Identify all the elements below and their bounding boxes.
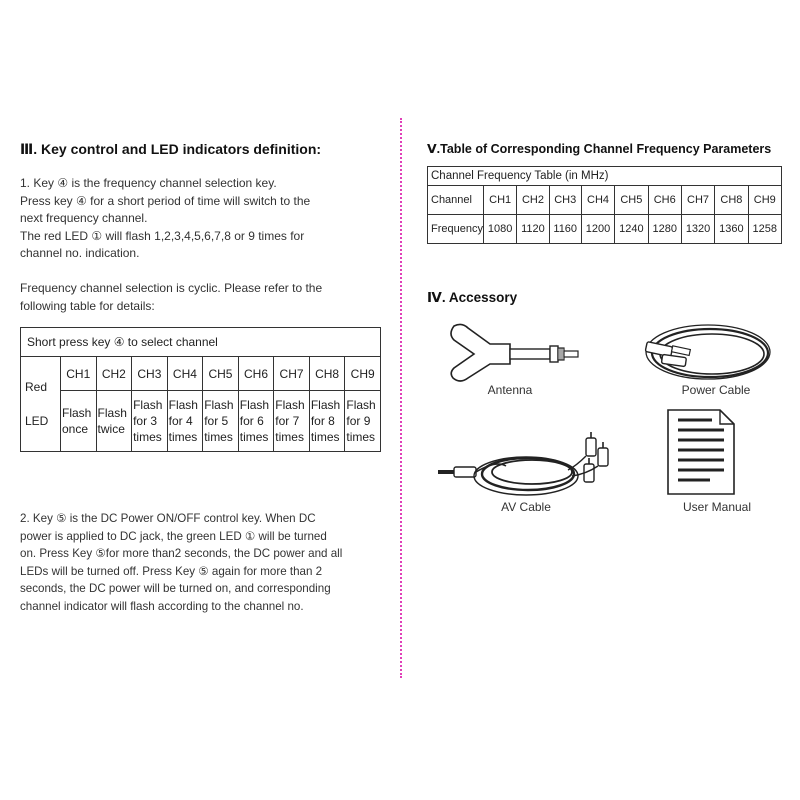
led-table — [20, 327, 381, 452]
text-line: following table for details: — [20, 298, 155, 313]
channel-cell: CH7 — [681, 186, 714, 215]
section4-heading: Ⅳ. Accessory — [427, 290, 518, 305]
flash-cell: Flash for 9 times — [345, 391, 381, 452]
flash-cell: Flash twice — [96, 391, 132, 452]
key4-paragraph — [20, 175, 310, 263]
flash-cell: Flash for 6 times — [238, 391, 274, 452]
text-line: channel no. indication. — [20, 246, 140, 260]
flash-cell: Flash for 5 times — [203, 391, 239, 452]
channel-cell: CH7 — [274, 357, 310, 391]
flash-cell: Flash for 8 times — [309, 391, 345, 452]
user-manual-icon — [666, 408, 736, 496]
text-line: 1. Key ④ is the frequency channel selection key. — [20, 176, 277, 190]
channel-cell: CH8 — [309, 357, 345, 391]
text-line: seconds, the DC power will be turned on, and corresponding — [20, 582, 331, 595]
power-cable-icon — [638, 322, 773, 384]
channel-cell: CH2 — [96, 357, 132, 391]
antenna-icon — [440, 318, 590, 388]
text-line: next frequency channel. — [20, 211, 148, 225]
text-line: The red LED ① will flash 1,2,3,4,5,6,7,8 or 9 times for — [20, 228, 305, 243]
av-cable-caption: AV Cable — [501, 500, 551, 514]
channel-cell: CH9 — [345, 357, 381, 391]
text-line: channel indicator will flash according to the channel no. — [20, 599, 304, 613]
channel-cell: CH1 — [483, 186, 516, 215]
text-line: Press key ④ for a short period of time will switch to the — [20, 193, 311, 208]
text-line: 2. Key ⑤ is the DC Power ON/OFF control key. When DC — [20, 512, 316, 525]
column-divider — [400, 118, 402, 678]
user-manual-caption: User Manual — [682, 500, 752, 514]
frequency-cell: 1258 — [748, 215, 781, 244]
frequency-cell: 1120 — [517, 215, 549, 244]
text-line: Frequency channel selection is cyclic. Please refer to the — [20, 281, 323, 295]
flash-cell: Flash for 3 times — [132, 391, 168, 452]
frequency-cell: 1240 — [615, 215, 648, 244]
channel-cell: CH3 — [549, 186, 581, 215]
channel-cell: CH2 — [517, 186, 549, 215]
power-cable-caption: Power Cable — [681, 383, 751, 397]
text-line: on. Press Key ⑤for more than2 seconds, the DC power and all — [20, 547, 343, 560]
av-cable-icon — [436, 430, 616, 500]
cyclic-paragraph — [20, 280, 322, 315]
channel-cell: CH3 — [132, 357, 168, 391]
frequency-label: Frequency — [428, 215, 484, 244]
frequency-cell: 1360 — [715, 215, 748, 244]
channel-label: Channel — [428, 186, 484, 215]
flash-cell: Flash for 7 times — [274, 391, 310, 452]
channel-cell: CH9 — [748, 186, 781, 215]
channel-cell: CH6 — [238, 357, 274, 391]
channel-cell: CH8 — [715, 186, 748, 215]
frequency-table-header: Channel Frequency Table (in MHz) — [428, 167, 782, 186]
frequency-table — [427, 166, 782, 244]
frequency-cell: 1280 — [648, 215, 681, 244]
frequency-cell: 1200 — [581, 215, 614, 244]
flash-cell: Flash once — [61, 391, 97, 452]
channel-cell: CH4 — [167, 357, 203, 391]
key5-paragraph — [20, 510, 382, 615]
red-led-label: Red LED — [21, 357, 61, 452]
channel-cell: CH1 — [61, 357, 97, 391]
led-table-header: Short press key ④ to select channel — [21, 328, 381, 357]
section5-heading: Ⅴ.Table of Corresponding Channel Frequency Parameters — [427, 142, 772, 156]
section3-heading: Ⅲ. Key control and LED indicators definition: — [20, 141, 322, 157]
frequency-cell: 1320 — [681, 215, 714, 244]
frequency-cell: 1080 — [483, 215, 516, 244]
antenna-caption: Antenna — [487, 383, 533, 397]
channel-cell: CH5 — [615, 186, 648, 215]
channel-cell: CH4 — [581, 186, 614, 215]
channel-cell: CH6 — [648, 186, 681, 215]
frequency-cell: 1160 — [549, 215, 581, 244]
flash-cell: Flash for 4 times — [167, 391, 203, 452]
channel-cell: CH5 — [203, 357, 239, 391]
text-line: LEDs will be turned off. Press Key ⑤ again for more than 2 — [20, 564, 323, 578]
text-line: power is applied to DC jack, the green LED ① will be turned — [20, 529, 327, 543]
